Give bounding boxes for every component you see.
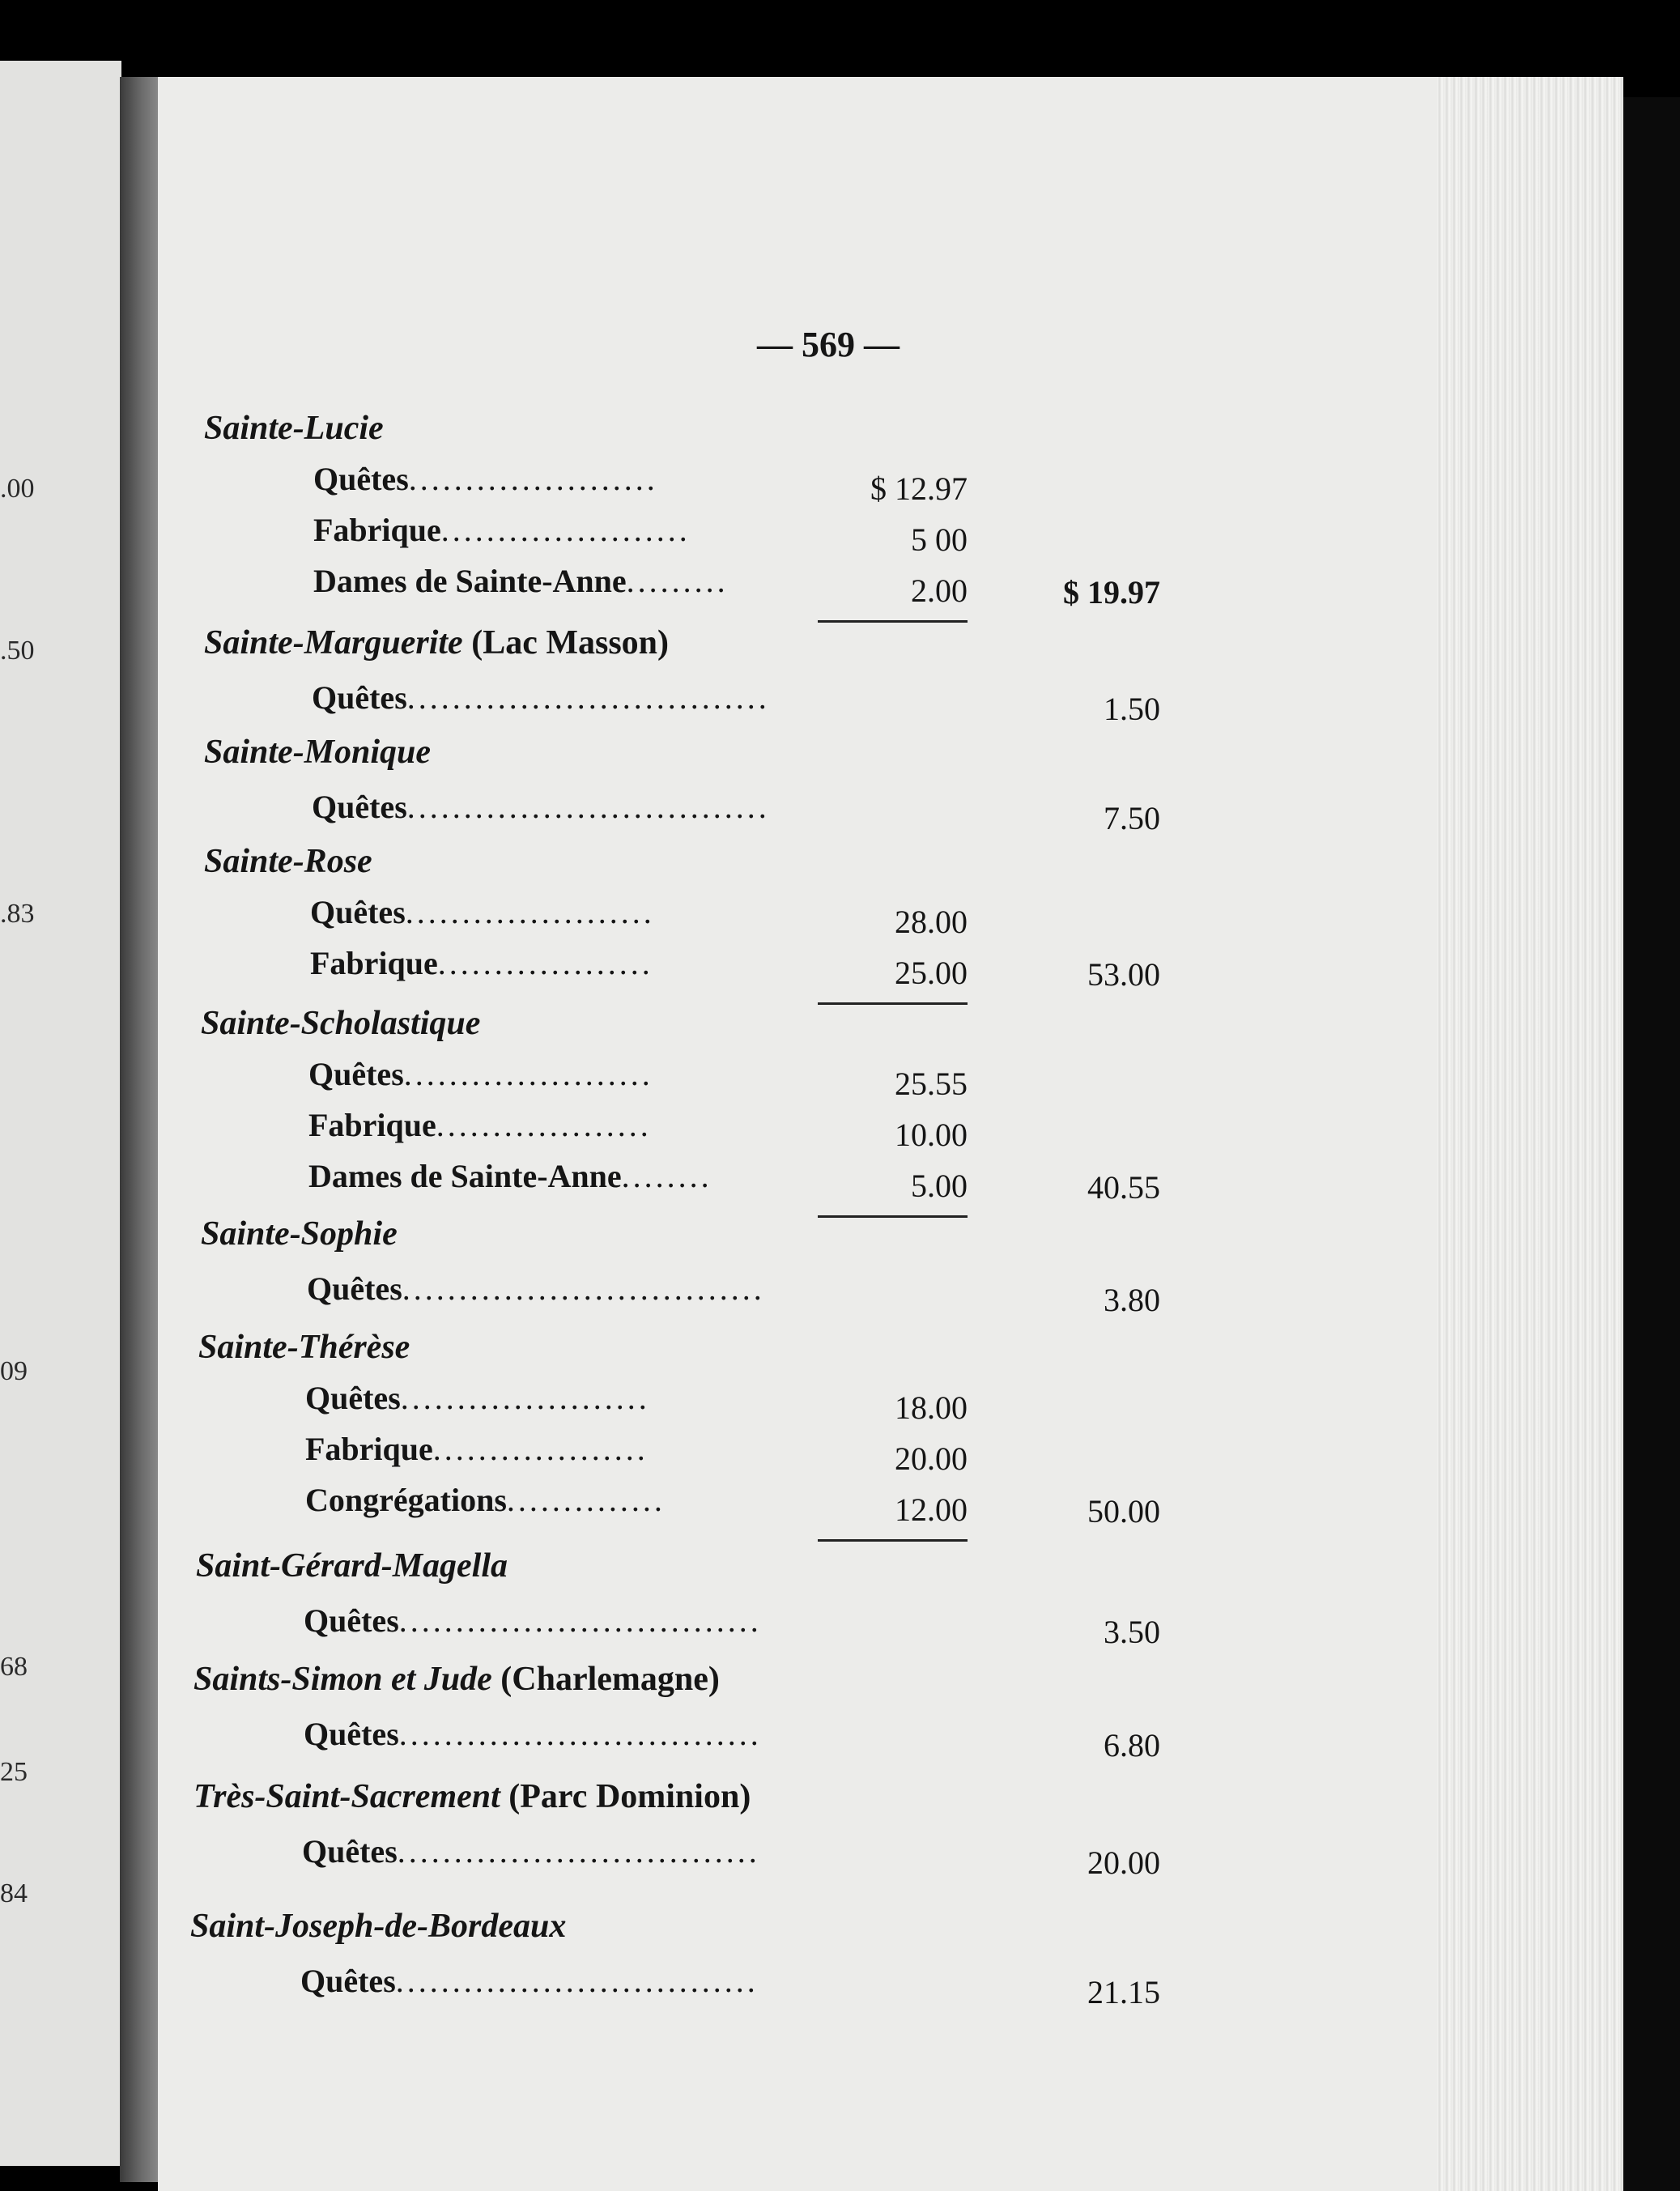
line-item (313, 562, 729, 600)
parish-heading (194, 1777, 751, 1816)
line-item-amount: 5.00 (911, 1168, 968, 1204)
parish-heading (198, 1328, 410, 1367)
parish-name: Sainte-Monique (204, 734, 432, 771)
parish-heading (204, 623, 669, 662)
dot-leader: ................................ (398, 1716, 762, 1752)
dot-leader: ................................ (406, 679, 770, 716)
parish-total: 1.50 (1104, 691, 1160, 727)
line-item (304, 1715, 762, 1753)
parish-name: Sainte-Scholastique (201, 1005, 481, 1042)
line-item (308, 1055, 653, 1093)
parish-heading (190, 1907, 566, 1946)
line-item-label: Quêtes (312, 679, 407, 716)
line-item-amount: 10.00 (895, 1117, 968, 1153)
dot-leader: ................... (437, 945, 653, 981)
line-item (305, 1430, 649, 1468)
left-page-fragment: 25 (0, 1757, 28, 1787)
parish-name: Sainte-Marguerite (204, 624, 463, 662)
line-item (300, 1962, 759, 2000)
dot-leader: ...................... (400, 1380, 650, 1416)
line-item-amount: $ 12.97 (870, 470, 968, 507)
subtotal-rule (818, 1215, 968, 1218)
line-item (313, 511, 691, 549)
parish-total: 7.50 (1104, 800, 1160, 836)
dot-leader: ................................ (402, 1270, 765, 1307)
parish-location: (Charlemagne) (491, 1661, 720, 1698)
line-item-amount: 20.00 (895, 1440, 968, 1477)
parish-heading (201, 1004, 480, 1043)
subtotal-rule (818, 1002, 968, 1005)
dot-leader: .............. (506, 1482, 666, 1518)
line-item-amount: 12.00 (895, 1491, 968, 1528)
line-item (305, 1379, 650, 1417)
dot-leader: ...................... (440, 512, 691, 548)
parish-heading (204, 733, 431, 772)
dot-leader: ................... (432, 1431, 649, 1467)
line-item-label: Quêtes (307, 1270, 402, 1307)
parish-heading (201, 1215, 398, 1253)
line-item (308, 1157, 712, 1195)
line-item-label: Dames de Sainte-Anne (313, 563, 627, 599)
parish-location: (Parc Dominion) (500, 1778, 751, 1815)
line-item (312, 788, 770, 826)
left-page-fragment: .00 (0, 474, 35, 504)
dot-leader: ...................... (403, 1056, 653, 1092)
dot-leader: ................... (436, 1107, 652, 1143)
left-facing-page (0, 61, 121, 2166)
line-item-amount: 25.55 (895, 1066, 968, 1102)
line-item (307, 1270, 765, 1308)
parish-name: Très-Saint-Sacrement (194, 1778, 500, 1815)
left-page-fragment: 84 (0, 1878, 28, 1908)
line-item (308, 1106, 652, 1144)
line-item-label: Quêtes (304, 1716, 399, 1752)
dot-leader: ................................ (397, 1833, 760, 1870)
line-item-label: Quêtes (302, 1833, 398, 1870)
parish-total: 3.50 (1104, 1614, 1160, 1650)
line-item-amount: 28.00 (895, 904, 968, 940)
left-page-fragment: .83 (0, 899, 35, 929)
parish-total: 50.00 (1087, 1493, 1160, 1529)
line-item (310, 944, 653, 982)
parish-name: Saint-Gérard-Magella (196, 1547, 508, 1585)
parish-name: Saint-Joseph-de-Bordeaux (190, 1908, 567, 1945)
line-item-label: Quêtes (305, 1380, 401, 1416)
parish-name: Saints-Simon et Jude (194, 1661, 492, 1698)
parish-total: 3.80 (1104, 1282, 1160, 1318)
parish-heading (204, 409, 384, 448)
line-item-label: Fabrique (310, 945, 438, 981)
line-item (312, 679, 770, 717)
line-item (313, 460, 658, 498)
parish-total: $ 19.97 (1063, 574, 1160, 611)
parish-total: 40.55 (1087, 1169, 1160, 1206)
parish-total: 53.00 (1087, 956, 1160, 993)
line-item-amount: 2.00 (911, 572, 968, 609)
parish-name: Sainte-Sophie (201, 1215, 398, 1253)
line-item-label: Fabrique (313, 512, 441, 548)
line-item (302, 1832, 760, 1870)
parish-name: Sainte-Thérèse (198, 1329, 410, 1366)
dot-leader: ................................ (406, 789, 770, 825)
line-item-label: Quêtes (312, 789, 407, 825)
parish-total: 6.80 (1104, 1727, 1160, 1763)
parish-heading (194, 1660, 720, 1699)
line-item-label: Fabrique (308, 1107, 436, 1143)
line-item-label: Congrégations (305, 1482, 507, 1518)
page-number: — 569 — (757, 325, 900, 364)
dot-leader: ................................ (395, 1963, 759, 1999)
dot-leader: ................................ (398, 1602, 762, 1639)
left-page-fragment: .50 (0, 636, 35, 666)
scan-border (1623, 97, 1680, 2191)
dot-leader: ......... (626, 563, 729, 599)
left-page-fragment: 68 (0, 1652, 28, 1682)
page-stack-edge (1437, 77, 1623, 2191)
line-item-amount: 18.00 (895, 1389, 968, 1426)
parish-location: (Lac Masson) (462, 624, 670, 662)
parish-total: 21.15 (1087, 1974, 1160, 2010)
subtotal-rule (818, 1539, 968, 1542)
line-item-label: Quêtes (304, 1602, 399, 1639)
left-page-fragment: 09 (0, 1356, 28, 1386)
line-item-amount: 5 00 (911, 521, 968, 558)
line-item-label: Fabrique (305, 1431, 433, 1467)
line-item-label: Quêtes (308, 1056, 404, 1092)
line-item (304, 1602, 762, 1640)
line-item (305, 1481, 666, 1519)
dot-leader: ...................... (405, 894, 655, 930)
dot-leader: ...................... (408, 461, 658, 497)
subtotal-rule (818, 620, 968, 623)
line-item (310, 893, 655, 931)
dot-leader: ........ (621, 1158, 712, 1194)
parish-name: Sainte-Rose (204, 843, 372, 880)
parish-heading (196, 1546, 508, 1585)
parish-name: Sainte-Lucie (204, 410, 384, 447)
line-item-label: Quêtes (310, 894, 406, 930)
line-item-amount: 25.00 (895, 955, 968, 991)
document-page (158, 77, 1453, 2191)
line-item-label: Quêtes (313, 461, 409, 497)
parish-total: 20.00 (1087, 1844, 1160, 1881)
line-item-label: Dames de Sainte-Anne (308, 1158, 622, 1194)
line-item-label: Quêtes (300, 1963, 396, 1999)
parish-heading (204, 842, 372, 881)
